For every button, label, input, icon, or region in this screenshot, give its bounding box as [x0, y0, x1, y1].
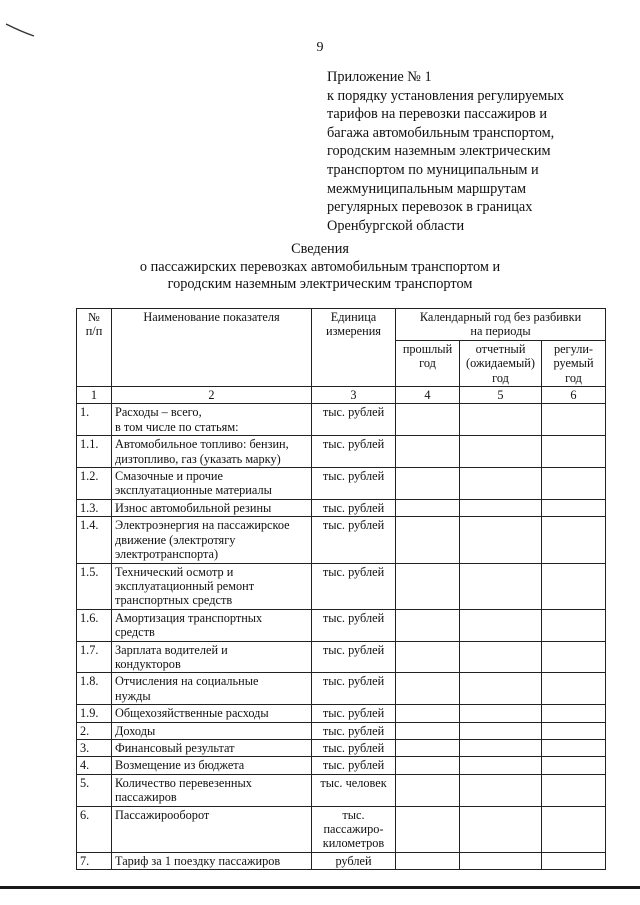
indicator-name-cell: Электроэнергия на пассажирское движение (электротягу электротранспорта) — [112, 517, 312, 563]
indicator-name-cell: Доходы — [112, 722, 312, 739]
row-number-cell: 1.6. — [77, 609, 112, 641]
row-number-cell: 2. — [77, 722, 112, 739]
prev-year-value-cell — [396, 673, 460, 705]
row-number-cell: 6. — [77, 806, 112, 852]
table-body — [77, 404, 606, 870]
indicator-name-cell: Смазочные и прочие эксплуатационные материалы — [112, 468, 312, 500]
reg-year-value-cell — [542, 757, 606, 774]
row-number-cell: 1.1. — [77, 436, 112, 468]
table-row — [77, 436, 606, 468]
report-year-value-cell — [460, 774, 542, 806]
table-row — [77, 404, 606, 436]
table-row — [77, 563, 606, 609]
row-number-cell: 7. — [77, 852, 112, 869]
indicator-name-cell: Зарплата водителей и кондукторов — [112, 641, 312, 673]
prev-year-value-cell — [396, 499, 460, 516]
unit-cell: тыс. рублей — [312, 722, 396, 739]
row-number-cell: 1.5. — [77, 563, 112, 609]
header-prev-year: прошлый год — [396, 340, 460, 386]
data-table — [76, 308, 606, 870]
unit-cell: тыс. рублей — [312, 499, 396, 516]
report-year-value-cell — [460, 517, 542, 563]
report-year-value-cell — [460, 436, 542, 468]
table-row — [77, 774, 606, 806]
appendix-line: багажа автомобильным транспортом, — [327, 124, 555, 141]
heading-title: Сведения — [291, 241, 349, 257]
prev-year-value-cell — [396, 757, 460, 774]
table-row — [77, 499, 606, 516]
appendix-line: тарифов на перевозки пассажиров и — [327, 106, 547, 123]
prev-year-value-cell — [396, 517, 460, 563]
reg-year-value-cell — [542, 774, 606, 806]
indicator-name-cell: Износ автомобильной резины — [112, 499, 312, 516]
unit-cell: тыс. рублей — [312, 563, 396, 609]
row-number-cell: 3. — [77, 739, 112, 756]
table-row — [77, 806, 606, 852]
row-number-cell: 4. — [77, 757, 112, 774]
table-row — [77, 757, 606, 774]
column-number: 1 — [77, 387, 112, 404]
reg-year-value-cell — [542, 404, 606, 436]
prev-year-value-cell — [396, 436, 460, 468]
column-number: 3 — [312, 387, 396, 404]
indicator-name-cell: Отчисления на социальные нужды — [112, 673, 312, 705]
appendix-line: к порядку установления регулируемых — [327, 87, 565, 104]
unit-cell: тыс. человек — [312, 774, 396, 806]
report-year-value-cell — [460, 705, 542, 722]
appendix-line: Оренбургской области — [327, 217, 465, 234]
report-year-value-cell — [460, 609, 542, 641]
unit-cell: тыс. рублей — [312, 641, 396, 673]
header-report-year: отчетный (ожидаемый) год — [460, 340, 542, 386]
row-number-cell: 1. — [77, 404, 112, 436]
appendix-block — [327, 68, 627, 235]
unit-cell: тыс. рублей — [312, 757, 396, 774]
unit-cell: тыс. рублей — [312, 404, 396, 436]
table-row — [77, 468, 606, 500]
reg-year-value-cell — [542, 673, 606, 705]
bottom-border-line — [0, 886, 640, 889]
table-row — [77, 705, 606, 722]
unit-cell: тыс. рублей — [312, 739, 396, 756]
unit-cell: тыс. рублей — [312, 705, 396, 722]
report-year-value-cell — [460, 673, 542, 705]
report-year-value-cell — [460, 806, 542, 852]
column-number: 4 — [396, 387, 460, 404]
prev-year-value-cell — [396, 705, 460, 722]
column-number: 2 — [112, 387, 312, 404]
row-number-cell: 1.8. — [77, 673, 112, 705]
row-number-cell: 5. — [77, 774, 112, 806]
report-year-value-cell — [460, 563, 542, 609]
indicator-name-cell: Финансовый результат — [112, 739, 312, 756]
indicator-name-cell: Технический осмотр и эксплуатационный ремонт транспортных средств — [112, 563, 312, 609]
reg-year-value-cell — [542, 705, 606, 722]
header-unit: Единица измерения — [312, 309, 396, 387]
reg-year-value-cell — [542, 517, 606, 563]
prev-year-value-cell — [396, 609, 460, 641]
reg-year-value-cell — [542, 499, 606, 516]
unit-cell: рублей — [312, 852, 396, 869]
header-reg-year: регули- руемый год — [542, 340, 606, 386]
heading-subtitle: о пассажирских перевозках автомобильным транспортом и — [139, 258, 501, 275]
heading-subtitle: городским наземным электрическим транспортом — [167, 276, 473, 292]
report-year-value-cell — [460, 852, 542, 869]
page-number: 9 — [316, 40, 324, 55]
indicator-name-cell: Тариф за 1 поездку пассажиров — [112, 852, 312, 869]
report-year-value-cell — [460, 468, 542, 500]
table-row — [77, 609, 606, 641]
row-number-cell: 1.3. — [77, 499, 112, 516]
report-year-value-cell — [460, 722, 542, 739]
table-row — [77, 673, 606, 705]
indicator-name-cell: Возмещение из бюджета — [112, 757, 312, 774]
unit-cell: тыс. рублей — [312, 609, 396, 641]
reg-year-value-cell — [542, 468, 606, 500]
appendix-line: межмуниципальным маршрутам — [327, 180, 527, 197]
row-number-cell: 1.9. — [77, 705, 112, 722]
table-row — [77, 641, 606, 673]
table-row — [77, 739, 606, 756]
prev-year-value-cell — [396, 468, 460, 500]
indicator-name-cell: Общехозяйственные расходы — [112, 705, 312, 722]
unit-cell: тыс. рублей — [312, 468, 396, 500]
prev-year-value-cell — [396, 774, 460, 806]
prev-year-value-cell — [396, 404, 460, 436]
table-row — [77, 517, 606, 563]
row-number-cell: 1.2. — [77, 468, 112, 500]
reg-year-value-cell — [542, 852, 606, 869]
appendix-line: Приложение № 1 — [327, 69, 432, 85]
row-number-cell: 1.7. — [77, 641, 112, 673]
row-number-cell: 1.4. — [77, 517, 112, 563]
reg-year-value-cell — [542, 722, 606, 739]
report-year-value-cell — [460, 499, 542, 516]
header-period-group: Календарный год без разбивки на периоды — [396, 309, 606, 341]
column-number: 6 — [542, 387, 606, 404]
header-num: № п/п — [77, 309, 112, 387]
report-year-value-cell — [460, 641, 542, 673]
prev-year-value-cell — [396, 806, 460, 852]
prev-year-value-cell — [396, 852, 460, 869]
reg-year-value-cell — [542, 806, 606, 852]
reg-year-value-cell — [542, 641, 606, 673]
prev-year-value-cell — [396, 641, 460, 673]
column-number: 5 — [460, 387, 542, 404]
reg-year-value-cell — [542, 609, 606, 641]
table-row — [77, 852, 606, 869]
reg-year-value-cell — [542, 436, 606, 468]
report-year-value-cell — [460, 739, 542, 756]
report-year-value-cell — [460, 404, 542, 436]
indicator-name-cell: Автомобильное топливо: бензин, дизтопливо, газ (указать марку) — [112, 436, 312, 468]
unit-cell: тыс. пассажиро- километров — [312, 806, 396, 852]
indicator-name-cell: Количество перевезенных пассажиров — [112, 774, 312, 806]
prev-year-value-cell — [396, 739, 460, 756]
indicator-name-cell: Амортизация транспортных средств — [112, 609, 312, 641]
table-row — [77, 722, 606, 739]
header-name: Наименование показателя — [112, 309, 312, 387]
prev-year-value-cell — [396, 722, 460, 739]
unit-cell: тыс. рублей — [312, 673, 396, 705]
appendix-line: транспортом по муниципальным и — [327, 161, 539, 178]
appendix-line: регулярных перевозок в границах — [327, 199, 533, 216]
reg-year-value-cell — [542, 739, 606, 756]
unit-cell: тыс. рублей — [312, 436, 396, 468]
indicator-name-cell: Пассажирооборот — [112, 806, 312, 852]
corner-pen-mark — [4, 18, 36, 40]
appendix-line: городским наземным электрическим — [327, 143, 551, 160]
prev-year-value-cell — [396, 563, 460, 609]
report-year-value-cell — [460, 757, 542, 774]
unit-cell: тыс. рублей — [312, 517, 396, 563]
reg-year-value-cell — [542, 563, 606, 609]
indicator-name-cell: Расходы – всего, в том числе по статьям: — [112, 404, 312, 436]
document-heading — [60, 241, 580, 294]
